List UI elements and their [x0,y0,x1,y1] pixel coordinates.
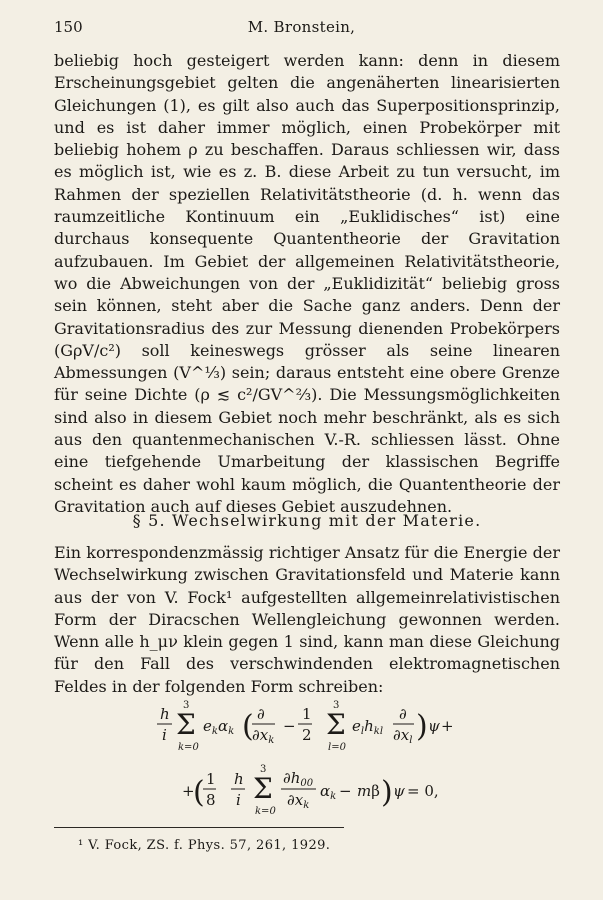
svg-text:−: − [283,717,296,735]
svg-text:h: h [160,705,170,723]
svg-text:2: 2 [302,726,312,744]
svg-text:Σ: Σ [176,708,196,741]
svg-text:−: − [339,782,352,800]
section-heading: § 5. Wechselwirkung mit der Materie. [132,511,482,530]
footnote-divider [54,827,344,828]
svg-text:): ) [381,775,393,810]
svg-text:∂xk: $\partial x_k$ [287,791,310,811]
svg-text:1: 1 [302,705,312,723]
svg-text:h: h [234,770,244,788]
svg-text:i: i [162,726,167,744]
svg-text:∂: ∂ [257,705,265,723]
svg-text:k=0: k=0 [178,742,199,753]
svg-text:k=0: k=0 [255,806,276,817]
equation-line-1 [0,694,603,756]
svg-text:i: i [236,791,241,809]
svg-text:∂h00: $\partial h_{00}$ [283,769,314,789]
svg-text:(: ( [242,709,254,744]
footnote: ¹ V. Fock, ZS. f. Phys. 57, 261, 1929. [78,838,331,853]
svg-text:l=0: l=0 [328,742,346,753]
svg-text:ψ: ψ [393,782,405,800]
svg-text:3: 3 [260,764,267,775]
paragraph-2 [54,542,560,698]
svg-text:1: 1 [206,770,216,788]
page-number: 150 [54,18,83,36]
svg-text:∂: ∂ [399,705,407,723]
svg-text:3: 3 [333,700,340,711]
svg-text:ekαk: $e_k\alpha_k$ [203,717,235,737]
svg-text:αk: $\alpha_k$ [320,782,337,802]
equation-line-1-render [0,694,603,756]
equation-line-2 [0,760,603,820]
page-header [54,18,549,40]
svg-text:+: + [182,782,195,800]
svg-text:∂xl: $\partial x_l$ [393,726,413,746]
svg-text:Σ: Σ [253,772,273,805]
paragraph-2-text: Ein korrespondenzmässig richtiger Ansatz für die Energie der Wechselwirkung zwischen Gravitationsfeld und Materie kann aus der von V. Fock¹ aufgestellten allgemeinrelativistischen Form der Diracschen Wellengleichung gewonnen werden. Wenn alle h_μν klein gegen 1 sind, kann man diese Gleichung für den Fall des verschwindenden elektromagnetischen Feldes in der folgenden Form schreiben: [54,543,560,696]
paragraph-1-text: beliebig hoch gesteigert werden kann: denn in diesem Erscheinungsgebiet gelten die angenäherten linearisierten Gleichungen (1), es gilt also auch das Superpositionsprinzip, und es ist daher immer möglich, einen Probekörper mit beliebig hohem ρ zu beschaffen. Daraus schliessen wir, dass es möglich ist, wie es z. B. diese Arbeit zu tun versucht, im Rahmen der speziellen Relativitätstheorie (d. h. wenn das raumzeitliche Kontinuum ein „Euklidisches“ ist) eine durchaus konsequente Quantentheorie der Gravitation aufzubauen. Im Gebiet der allgemeinen Relativitätstheorie, wo die Abweichungen von der „Euklidizität“ beliebig gross sein können, steht aber die Sache ganz anders. Denn der Gravitationsradius des zur Messung dienenden Probekörpers (GρV/c²) soll keineswegs grösser als seine linearen Abmessungen (V^⅓) sein; daraus entsteht eine obere Grenze für seine Dichte (ρ ≲ c²/GV^⅔). Die Messungsmöglichkeiten sind also in diesem Gebiet noch mehr beschränkt, als es sich aus den quantenmechanischen V.-R. schliessen lässt. Ohne eine tiefgehende Umarbeitung der klassischen Begriffe scheint es daher wohl kaum möglich, die Quantentheorie der Gravitation auch auf dieses Gebiet auszudehnen. [54,51,560,516]
svg-text:elhkl: $e_lh_{kl}$ [352,717,384,737]
paragraph-1 [54,50,560,518]
svg-text:∂xk: $\partial x_k$ [252,726,275,746]
svg-text:mβ: mβ [357,782,380,800]
equation-line-2-render [0,760,603,820]
svg-text:8: 8 [206,791,216,809]
svg-text:(: ( [193,775,205,810]
svg-text:= 0,: = 0, [407,782,439,800]
svg-text:): ) [416,709,428,744]
svg-text:3: 3 [183,700,190,711]
svg-text:+: + [441,717,454,735]
svg-text:Σ: Σ [326,708,346,741]
svg-text:ψ: ψ [428,717,440,735]
running-title: M. Bronstein, [247,18,356,36]
